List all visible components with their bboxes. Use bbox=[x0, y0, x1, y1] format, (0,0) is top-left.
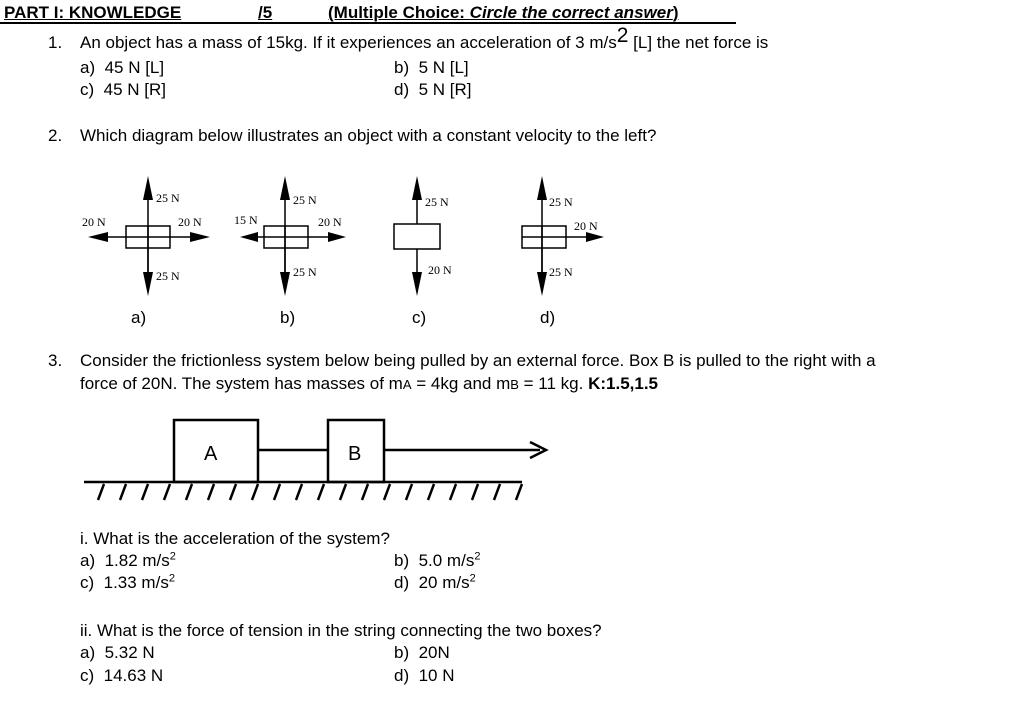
option-text: 14.63 N bbox=[103, 666, 164, 685]
up-arrowhead bbox=[537, 176, 547, 200]
option-letter: b) bbox=[394, 551, 410, 570]
q3-number: 3. bbox=[48, 351, 63, 370]
mass-a-subscript: A bbox=[402, 377, 412, 392]
option-text: 20N bbox=[418, 643, 450, 662]
q3-ii-option-a[interactable] bbox=[80, 643, 155, 663]
option-letter: d) bbox=[394, 666, 410, 685]
q1-number: 1. bbox=[48, 33, 63, 52]
left-force-label: 15 N bbox=[234, 213, 258, 227]
q1-sup: 2 bbox=[616, 24, 629, 47]
right-force-label: 20 N bbox=[318, 215, 342, 229]
instructions-italic: Circle the correct answer bbox=[469, 3, 673, 22]
right-arrowhead bbox=[328, 232, 346, 242]
q3-i-option-d[interactable] bbox=[394, 573, 476, 593]
option-letter: b) bbox=[394, 643, 410, 662]
diagram-letter: d) bbox=[540, 308, 556, 327]
down-arrowhead bbox=[537, 272, 547, 296]
option-text: 1.82 m/s bbox=[104, 551, 170, 570]
q3-i-option-a[interactable] bbox=[80, 551, 176, 571]
instructions-suffix: ) bbox=[672, 3, 679, 22]
down-force-label: 20 N bbox=[428, 263, 452, 277]
down-force-label: 25 N bbox=[549, 265, 573, 279]
instructions bbox=[328, 3, 679, 23]
q3-ii-option-c[interactable] bbox=[80, 666, 163, 686]
q3-ii-option-d[interactable] bbox=[394, 666, 455, 686]
q3-line1: Consider the frictionless system below being pulled by an external force. Box B is pulled to the right with a bbox=[80, 351, 876, 370]
q3-line2-b: = 4kg and m bbox=[411, 374, 511, 393]
object-box bbox=[394, 224, 440, 249]
free-body-diagrams bbox=[0, 160, 640, 332]
down-force-label: 25 N bbox=[293, 265, 317, 279]
q3-line2-c: = 11 kg. bbox=[518, 374, 589, 393]
diagram-c[interactable] bbox=[394, 176, 452, 327]
q1-text-before: An object has a mass of 15kg. If it experiences an acceleration of 3 m/s bbox=[80, 33, 617, 52]
diagram-letter: c) bbox=[412, 308, 427, 327]
knowledge-marks: K:1.5,1.5 bbox=[588, 374, 659, 393]
q3-i-option-c[interactable] bbox=[80, 573, 175, 593]
option-text: 5 N [L] bbox=[418, 58, 469, 77]
part-title: PART I: KNOWLEDGE bbox=[4, 3, 182, 22]
down-arrowhead bbox=[412, 272, 422, 296]
option-text: 5.32 N bbox=[104, 643, 155, 662]
instructions-prefix: (Multiple Choice: bbox=[328, 3, 470, 22]
pulley-system-diagram bbox=[70, 410, 570, 510]
right-force-label: 20 N bbox=[574, 219, 598, 233]
q1-option-c[interactable] bbox=[80, 80, 166, 100]
option-letter: c) bbox=[80, 666, 95, 685]
down-arrowhead bbox=[280, 272, 290, 296]
q3-line2-a: force of 20N. The system has masses of m bbox=[80, 374, 403, 393]
option-text: 45 N [L] bbox=[104, 58, 165, 77]
right-arrowhead bbox=[586, 232, 604, 242]
left-arrowhead bbox=[240, 232, 258, 242]
diagram-letter: b) bbox=[280, 308, 296, 327]
option-text: 20 m/s bbox=[418, 573, 470, 592]
option-letter: c) bbox=[80, 573, 95, 592]
q1-option-a[interactable] bbox=[80, 58, 164, 78]
option-letter: d) bbox=[394, 573, 410, 592]
option-text: 1.33 m/s bbox=[103, 573, 169, 592]
box-b-label: B bbox=[348, 443, 362, 465]
q1-text-after: [L] the net force is bbox=[628, 33, 769, 52]
option-sup: 2 bbox=[168, 572, 175, 585]
up-force-label: 25 N bbox=[156, 191, 180, 205]
q3-sub-ii-text: ii. What is the force of tension in the string connecting the two boxes? bbox=[80, 621, 602, 640]
option-sup: 2 bbox=[474, 550, 481, 563]
option-sup: 2 bbox=[169, 550, 176, 563]
diagram-letter: a) bbox=[131, 308, 147, 327]
up-force-label: 25 N bbox=[425, 195, 449, 209]
up-arrowhead bbox=[412, 176, 422, 200]
left-force-label: 20 N bbox=[82, 215, 106, 229]
q3-ii-option-b[interactable] bbox=[394, 643, 450, 663]
q1-option-d[interactable] bbox=[394, 80, 471, 100]
mass-b-subscript: B bbox=[510, 377, 519, 392]
option-text: 5.0 m/s bbox=[418, 551, 475, 570]
diagram-d[interactable] bbox=[522, 176, 604, 327]
diagram-a[interactable] bbox=[82, 176, 210, 327]
q2-text: Which diagram below illustrates an object with a constant velocity to the left? bbox=[80, 126, 657, 145]
ground-hatching bbox=[98, 484, 522, 500]
up-force-label: 25 N bbox=[549, 195, 573, 209]
right-arrowhead bbox=[190, 232, 210, 242]
left-arrowhead bbox=[88, 232, 108, 242]
option-letter: b) bbox=[394, 58, 410, 77]
option-letter: d) bbox=[394, 80, 410, 99]
diagram-b[interactable] bbox=[234, 176, 346, 327]
option-letter: a) bbox=[80, 643, 96, 662]
q3-i-option-b[interactable] bbox=[394, 551, 480, 571]
option-letter: c) bbox=[80, 80, 95, 99]
right-force-label: 20 N bbox=[178, 215, 202, 229]
q3-sub-i-text: i. What is the acceleration of the system? bbox=[80, 529, 390, 548]
box-a-label: A bbox=[204, 443, 218, 465]
q3-line2 bbox=[80, 374, 658, 394]
option-sup: 2 bbox=[469, 572, 476, 585]
score-label: /5 bbox=[258, 3, 273, 22]
q1-text bbox=[80, 24, 769, 53]
down-force-label: 25 N bbox=[156, 269, 180, 283]
option-text: 10 N bbox=[418, 666, 455, 685]
up-arrowhead bbox=[280, 176, 290, 200]
option-text: 5 N [R] bbox=[418, 80, 472, 99]
q2-number: 2. bbox=[48, 126, 63, 145]
option-text: 45 N [R] bbox=[103, 80, 166, 99]
option-letter: a) bbox=[80, 551, 96, 570]
up-arrowhead bbox=[143, 176, 153, 200]
down-arrowhead bbox=[143, 272, 153, 296]
q1-option-b[interactable] bbox=[394, 58, 469, 78]
option-letter: a) bbox=[80, 58, 96, 77]
up-force-label: 25 N bbox=[293, 193, 317, 207]
